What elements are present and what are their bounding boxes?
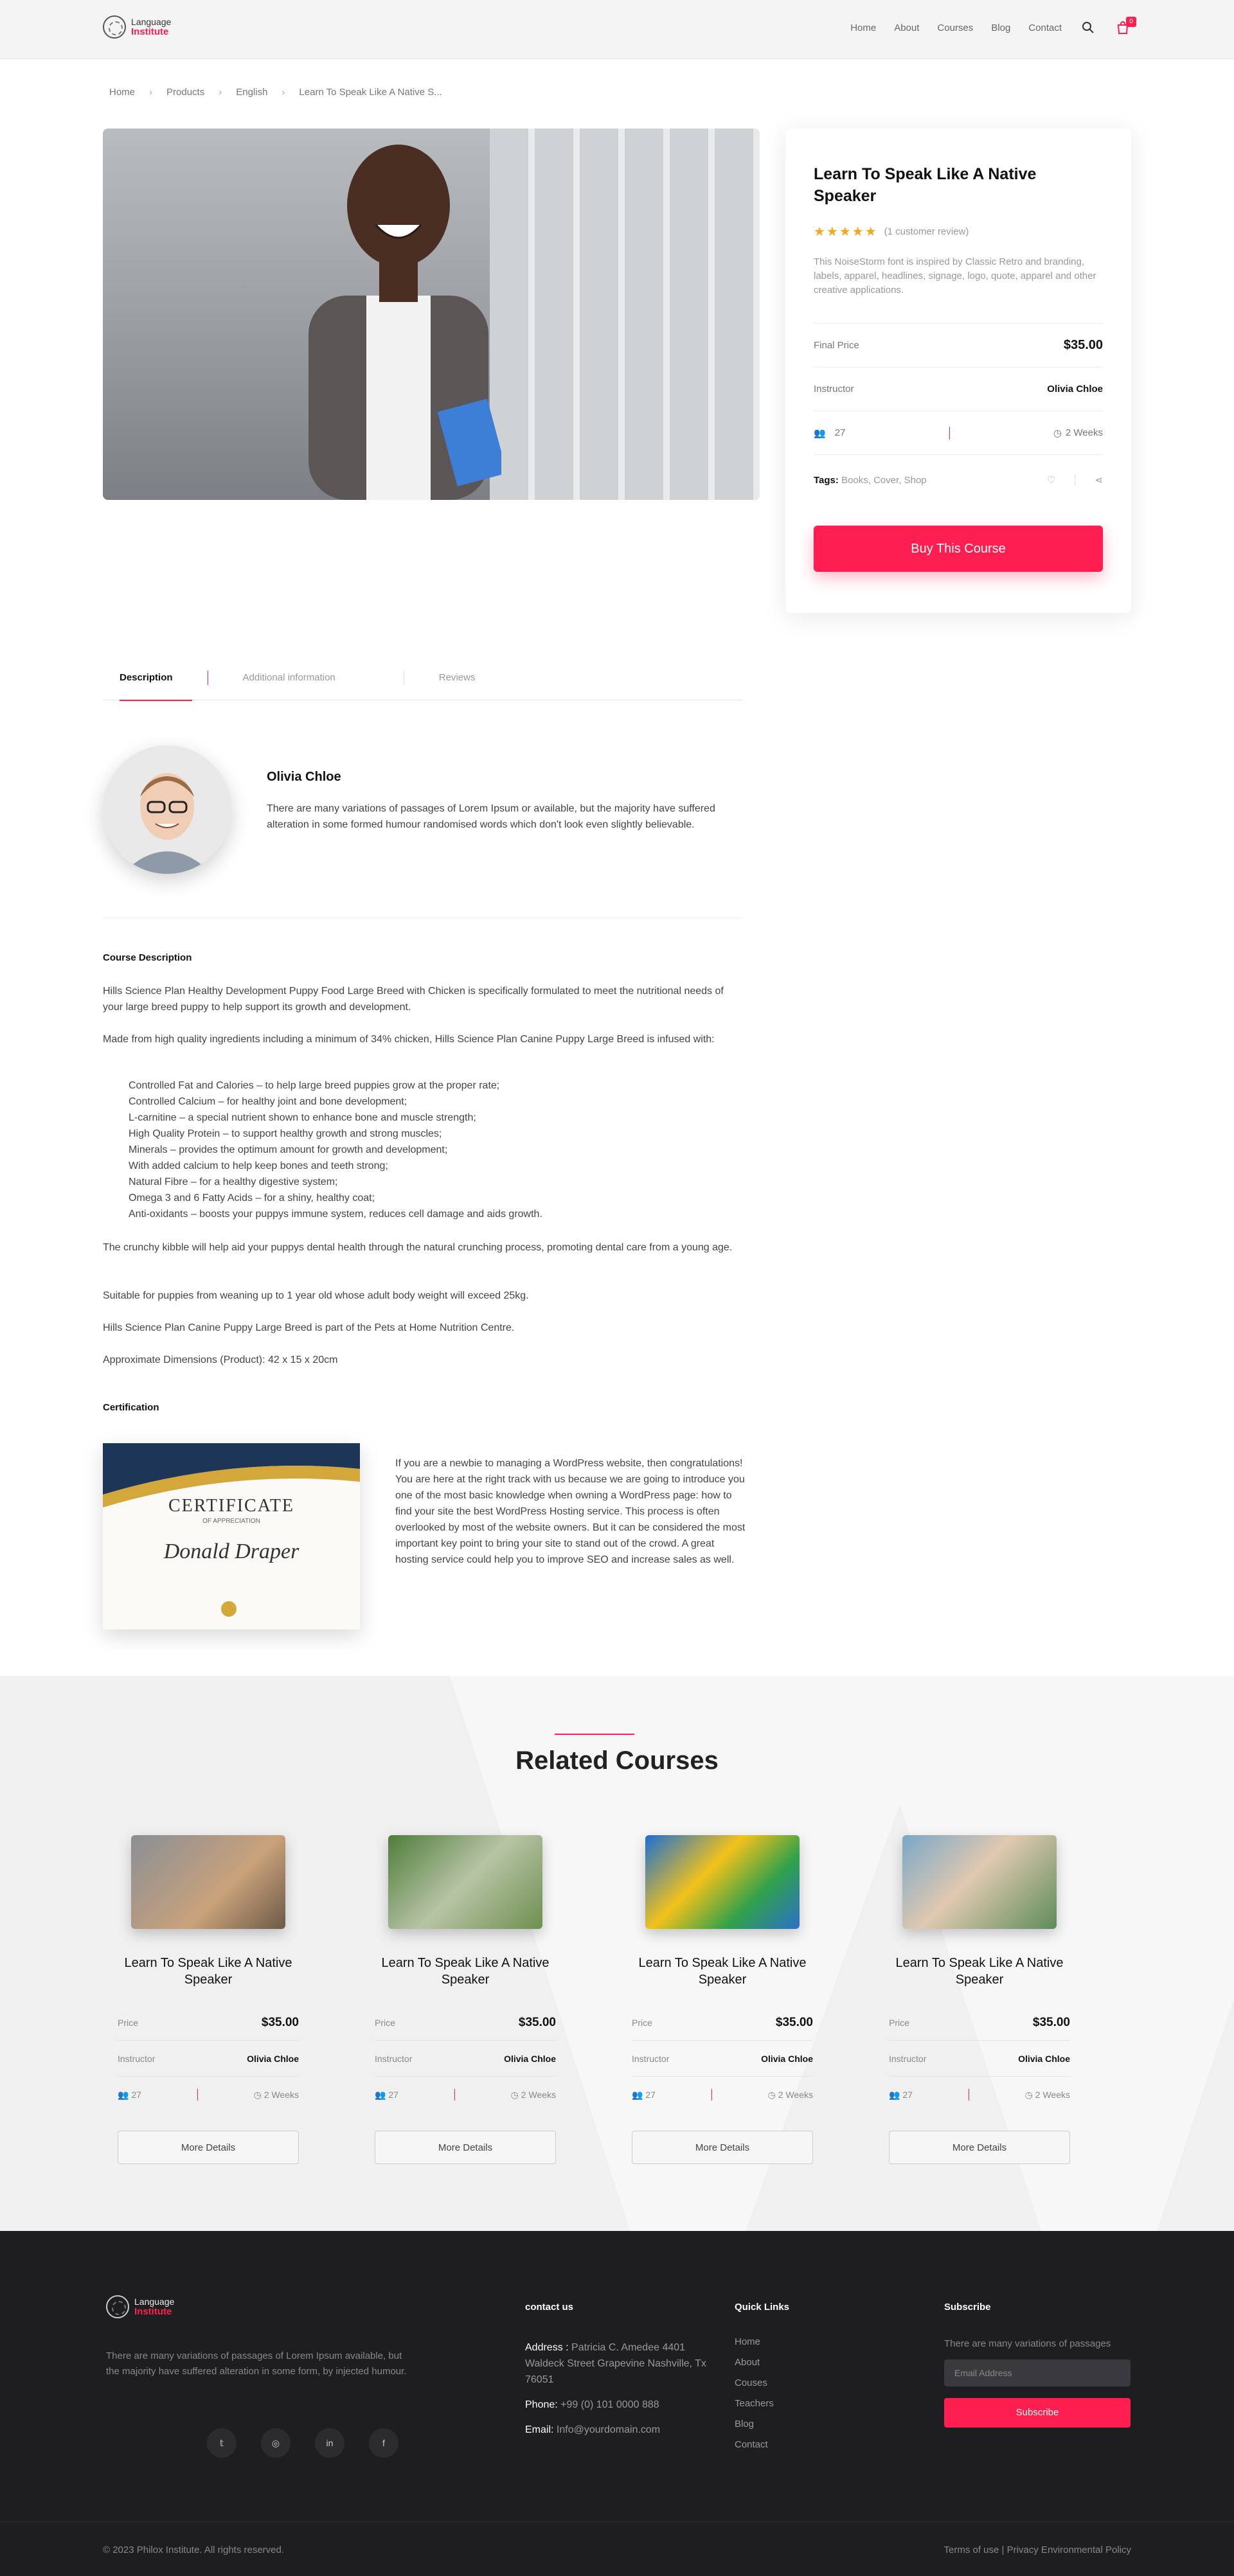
price-label: Price xyxy=(889,2017,909,2028)
instructor-row xyxy=(375,2041,556,2077)
tags-list[interactable]: Books, Cover, Shop xyxy=(841,474,927,486)
footer-quick-links xyxy=(735,2302,789,2455)
instructor-row xyxy=(118,2041,299,2077)
tags-row xyxy=(814,474,1103,486)
price-row xyxy=(889,2005,1070,2041)
instructor-row xyxy=(632,2041,813,2077)
footer-link-contact[interactable]: Contact xyxy=(735,2439,768,2450)
related-courses-section xyxy=(0,1676,1234,2231)
footer-link-blog[interactable]: Blog xyxy=(735,2419,755,2429)
email-label: Email: xyxy=(525,2424,554,2435)
instructor-label: Instructor xyxy=(375,2053,413,2064)
buy-course-button[interactable]: Buy This Course xyxy=(814,526,1103,572)
students-count: 27 xyxy=(388,2089,398,2100)
course-card-title[interactable]: Learn To Speak Like A Native Speaker xyxy=(895,1956,1064,1987)
more-details-button[interactable]: More Details xyxy=(889,2131,1070,2164)
course-tabs xyxy=(103,655,743,700)
duration: 2 Weeks xyxy=(1065,427,1103,438)
price-label: Final Price xyxy=(814,340,859,351)
author-name: Olivia Chloe xyxy=(267,770,341,784)
site-header xyxy=(0,0,1234,59)
star-rating-icon: ★★★★★ xyxy=(814,225,878,239)
certificate-title: CERTIFICATE xyxy=(168,1496,295,1516)
heading-accent-line xyxy=(555,1734,634,1735)
main-nav xyxy=(850,19,1131,36)
list-item: L-carnitine – a special nutrient shown to enhance bone and muscle strength; xyxy=(129,1112,476,1123)
price-value: $35.00 xyxy=(518,2015,556,2029)
instructor-label: Instructor xyxy=(889,2053,927,2064)
clock-icon: ◷ xyxy=(510,2089,519,2100)
clock-icon: ◷ xyxy=(253,2089,262,2100)
social-links xyxy=(207,2428,398,2458)
stats-row xyxy=(118,2077,299,2113)
description-paragraph: Hills Science Plan Canine Puppy Large Breed is part of the Pets at Home Nutrition Centre. xyxy=(103,1322,515,1333)
stats-row xyxy=(632,2077,813,2113)
chevron-right-icon: › xyxy=(219,87,222,98)
price-label: Price xyxy=(118,2017,138,2028)
footer-link-teachers[interactable]: Teachers xyxy=(735,2398,774,2409)
facebook-icon[interactable]: f xyxy=(369,2428,398,2458)
tags-label: Tags: xyxy=(814,474,839,486)
divider xyxy=(454,2089,455,2101)
students-icon: 👥 xyxy=(632,2089,643,2100)
footer-contact xyxy=(525,2302,718,2447)
course-summary: This NoiseStorm font is inspired by Classic Retro and branding, labels, apparel, headlines, signage, logo, quote, apparel and other creative applications. xyxy=(814,256,1096,296)
duration: 2 Weeks xyxy=(264,2089,299,2100)
price-label: Price xyxy=(375,2017,395,2028)
stats-row xyxy=(889,2077,1070,2113)
instructor-label: Instructor xyxy=(632,2053,670,2064)
related-courses-heading: Related Courses xyxy=(515,1746,719,1775)
duration: 2 Weeks xyxy=(1035,2089,1070,2100)
share-icon[interactable]: ⋖ xyxy=(1095,475,1103,486)
breadcrumb-current: Learn To Speak Like A Native S... xyxy=(299,87,442,98)
price-value: $35.00 xyxy=(775,2015,813,2029)
course-card-title[interactable]: Learn To Speak Like A Native Speaker xyxy=(381,1956,550,1987)
course-title: Learn To Speak Like A Native Speaker xyxy=(814,165,1037,205)
students-count: 27 xyxy=(131,2089,141,2100)
course-thumbnail[interactable] xyxy=(388,1835,542,1929)
instructor-name: Olivia Chloe xyxy=(761,2053,813,2064)
tab-additional-information[interactable]: Additional information xyxy=(242,671,335,683)
certificate-subtitle: OF APPRECIATION xyxy=(202,1518,260,1525)
logo-text-bottom: Institute xyxy=(131,26,169,37)
certification-heading: Certification xyxy=(103,1402,159,1413)
search-icon[interactable] xyxy=(1080,19,1096,36)
footer-link-home[interactable]: Home xyxy=(735,2336,761,2347)
nav-contact[interactable]: Contact xyxy=(1028,22,1062,33)
price-label: Price xyxy=(632,2017,652,2028)
heart-icon[interactable]: ♡ xyxy=(1046,475,1056,486)
instructor-name[interactable]: Olivia Chloe xyxy=(1047,384,1103,395)
subscribe-heading: Subscribe xyxy=(944,2302,991,2313)
email-input[interactable]: Email Address xyxy=(944,2359,1131,2386)
instructor-name: Olivia Chloe xyxy=(504,2053,556,2064)
site-logo[interactable] xyxy=(103,15,171,39)
price-row xyxy=(375,2005,556,2041)
author-avatar xyxy=(103,745,231,874)
cart-count-badge: 0 xyxy=(1126,17,1136,27)
address-label: Address : xyxy=(525,2342,569,2353)
tab-reviews[interactable]: Reviews xyxy=(438,671,476,683)
students-count: 27 xyxy=(645,2089,656,2100)
chevron-right-icon: › xyxy=(282,87,285,98)
instructor-name: Olivia Chloe xyxy=(1018,2053,1070,2064)
students-count: 27 xyxy=(902,2089,913,2100)
phone-value[interactable]: +99 (0) 101 0000 888 xyxy=(560,2399,659,2410)
list-item: Omega 3 and 6 Fatty Acids – for a shiny, healthy coat; xyxy=(129,1193,375,1204)
background-building xyxy=(490,129,760,500)
breadcrumb-home[interactable]: Home xyxy=(109,87,136,98)
price-value: $35.00 xyxy=(1032,2015,1070,2029)
duration: 2 Weeks xyxy=(778,2089,813,2100)
students-icon: 👥 xyxy=(118,2089,129,2100)
course-card-title[interactable]: Learn To Speak Like A Native Speaker xyxy=(638,1956,807,1987)
nav-courses[interactable]: Courses xyxy=(937,22,974,33)
course-thumbnail[interactable] xyxy=(645,1835,800,1929)
price-row xyxy=(118,2005,299,2041)
copyright: © 2023 Philox Institute. All rights reserved. xyxy=(103,2545,285,2555)
related-course-card xyxy=(118,1835,299,2164)
instructor-label: Instructor xyxy=(118,2053,156,2064)
divider xyxy=(949,427,950,440)
footer-link-courses[interactable]: Couses xyxy=(735,2377,767,2388)
policy-links[interactable]: Terms of use | Privacy Environmental Policy xyxy=(943,2545,1131,2555)
description-paragraph: Approximate Dimensions (Product): 42 x 15 x 20cm xyxy=(103,1355,338,1365)
logo-mark-icon xyxy=(103,15,126,39)
course-hero-image xyxy=(103,129,760,500)
price-row xyxy=(814,324,1103,368)
list-item: Anti-oxidants – boosts your puppys immune system, reduces cell damage and aids growth. xyxy=(129,1209,542,1220)
list-item: Minerals – provides the optimum amount for growth and development; xyxy=(129,1144,448,1155)
quick-links-heading: Quick Links xyxy=(735,2302,790,2313)
certificate-name: Donald Draper xyxy=(163,1540,300,1563)
logo-text-top: Language xyxy=(134,2296,175,2307)
list-item: High Quality Protein – to support healthy growth and strong muscles; xyxy=(129,1128,442,1139)
instructor-name: Olivia Chloe xyxy=(247,2053,299,2064)
description-paragraph: Made from high quality ingredients including a minimum of 34% chicken, Hills Science Plan Canine Puppy Large Breed is infused with: xyxy=(103,1034,715,1045)
course-info-card xyxy=(785,129,1131,613)
more-details-button[interactable]: More Details xyxy=(632,2131,813,2164)
price-row xyxy=(632,2005,813,2041)
author-bio: There are many variations of passages of Lorem Ipsum or available, but the majority have suffered alteration in some formed humour randomised words which don't look even slightly believable. xyxy=(267,803,715,830)
instructor-row xyxy=(889,2041,1070,2077)
clock-icon: ◷ xyxy=(1053,427,1062,439)
footer-divider xyxy=(0,2521,1234,2522)
list-item: Controlled Fat and Calories – to help large breed puppies grow at the proper rate; xyxy=(129,1080,500,1091)
description-paragraph: The crunchy kibble will help aid your puppys dental health through the natural crunching process, promoting dental care from a young age. xyxy=(103,1242,733,1253)
breadcrumb xyxy=(109,87,442,98)
footer-logo[interactable] xyxy=(106,2295,174,2318)
list-item: Controlled Calcium – for healthy joint and bone development; xyxy=(129,1096,407,1107)
price-value: $35.00 xyxy=(261,2015,299,2029)
related-course-card xyxy=(632,1835,813,2164)
students-icon: 👥 xyxy=(814,427,826,439)
footer-subscribe xyxy=(944,2302,1131,2428)
cart-icon[interactable] xyxy=(1114,19,1131,36)
divider xyxy=(197,2089,198,2101)
description-paragraph: Suitable for puppies from weaning up to 1 year old whose adult body weight will exceed 25kg. xyxy=(103,1290,529,1301)
instagram-icon[interactable]: ◎ xyxy=(261,2428,291,2458)
nav-blog[interactable]: Blog xyxy=(991,22,1011,33)
footer-about-text: There are many variations of passages of Lorem Ipsum available, but the majority have suffered alteration in some form, by injected humour. xyxy=(106,2350,407,2377)
subscribe-text: There are many variations of passages xyxy=(944,2338,1111,2349)
address-value: Patricia C. Amedee 4401 Waldeck Street Grapevine Nashville, Tx 76051 xyxy=(525,2342,706,2385)
reviews-link[interactable]: (1 customer review) xyxy=(884,226,969,237)
certification-text: If you are a newbie to managing a WordPress website, then congratulations! You are here at the right track with us because we are going to introduce you one of the most basic knowledge when owning a WordPress page: how to find your site the best WordPress Hosting service. This process is often overlooked by most of the website owners. But it can be considered the most important key point to bring your site to stand out of the crowd. A great hosting service could help you to improve SEO and increase sales as well. xyxy=(395,1458,746,1565)
students-icon: 👥 xyxy=(889,2089,900,2100)
course-thumbnail[interactable] xyxy=(902,1835,1057,1929)
course-card-title[interactable]: Learn To Speak Like A Native Speaker xyxy=(124,1956,292,1987)
stats-row xyxy=(375,2077,556,2113)
students-count: 27 xyxy=(834,427,846,438)
course-description-heading: Course Description xyxy=(103,952,192,963)
divider xyxy=(711,2089,712,2101)
list-item: Natural Fibre – for a healthy digestive system; xyxy=(129,1177,338,1187)
twitter-icon[interactable]: 𝕥 xyxy=(207,2428,237,2458)
course-meta xyxy=(814,323,1103,455)
logo-text-top: Language xyxy=(131,17,172,27)
chevron-right-icon: › xyxy=(149,87,153,98)
breadcrumb-products[interactable]: Products xyxy=(166,87,205,98)
more-details-button[interactable]: More Details xyxy=(375,2131,556,2164)
site-footer xyxy=(0,2231,1234,2576)
students-icon: 👥 xyxy=(375,2089,386,2100)
description-paragraph: Hills Science Plan Healthy Development Puppy Food Large Breed with Chicken is specifically formulated to meet the nutritional needs of your large breed puppy to help support its growth and development. xyxy=(103,986,724,1013)
related-course-card xyxy=(889,1835,1070,2164)
clock-icon: ◷ xyxy=(767,2089,776,2100)
tab-description[interactable]: Description xyxy=(103,655,190,700)
instructor-label: Instructor xyxy=(814,384,854,395)
phone-label: Phone: xyxy=(525,2399,558,2410)
instructor-row xyxy=(814,368,1103,411)
email-value[interactable]: Info@yourdomain.com xyxy=(556,2424,661,2435)
clock-icon: ◷ xyxy=(1024,2089,1033,2100)
contact-heading: contact us xyxy=(525,2302,574,2313)
duration: 2 Weeks xyxy=(521,2089,556,2100)
nav-home[interactable]: Home xyxy=(850,22,877,33)
list-item: With added calcium to help keep bones and teeth strong; xyxy=(129,1160,388,1171)
footer-link-about[interactable]: About xyxy=(735,2357,760,2368)
student-photo xyxy=(296,135,501,500)
benefits-list xyxy=(129,1078,542,1222)
subscribe-button[interactable]: Subscribe xyxy=(944,2398,1131,2428)
breadcrumb-english[interactable]: English xyxy=(236,87,268,98)
more-details-button[interactable]: More Details xyxy=(118,2131,299,2164)
course-thumbnail[interactable] xyxy=(131,1835,285,1929)
stats-row xyxy=(814,411,1103,455)
linkedin-icon[interactable]: in xyxy=(315,2428,344,2458)
certificate-image xyxy=(103,1443,360,1630)
logo-mark-icon xyxy=(106,2295,129,2318)
related-course-card xyxy=(375,1835,556,2164)
price-value: $35.00 xyxy=(1063,338,1103,352)
logo-text-bottom: Institute xyxy=(134,2306,172,2317)
nav-about[interactable]: About xyxy=(894,22,920,33)
rating xyxy=(814,224,1103,240)
